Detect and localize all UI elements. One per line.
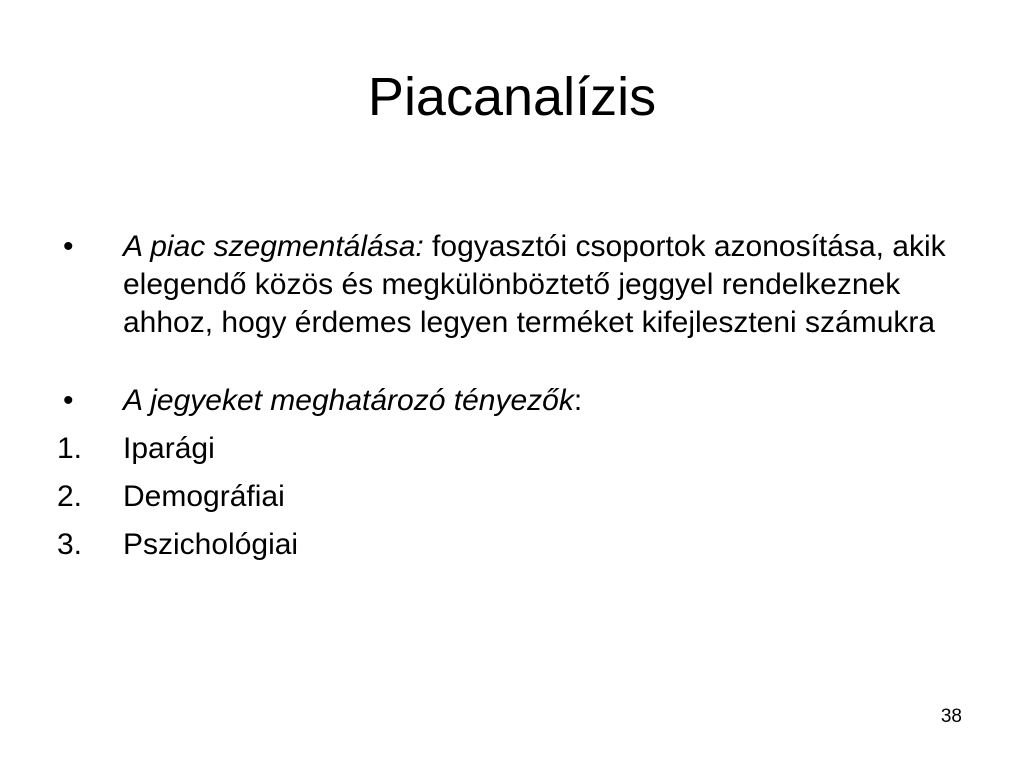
bullet-trail: : xyxy=(573,384,583,417)
numbered-text: Demográfiai xyxy=(123,480,285,513)
number-marker: 3. xyxy=(57,528,83,561)
bullet-item xyxy=(57,382,957,420)
spacer xyxy=(57,420,957,430)
numbered-item xyxy=(57,526,957,564)
bullet-item xyxy=(57,228,957,342)
page-number: 38 xyxy=(940,706,962,727)
bullet-marker: • xyxy=(63,230,74,263)
numbered-item xyxy=(57,430,957,468)
bullet-body: fogyasztói csoportok azonosítása, akik elegendő közös és megkülönböztető jeggyel rendelkeznek ahhoz, hogy érdemes legyen terméket kifejleszteni számukra xyxy=(123,230,946,339)
bullet-lead-italic: A piac szegmentálása: xyxy=(123,230,424,263)
numbered-text: Iparági xyxy=(123,432,215,465)
numbered-item xyxy=(57,478,957,516)
number-marker: 2. xyxy=(57,480,83,513)
number-marker: 1. xyxy=(57,432,83,465)
bullet-text xyxy=(123,384,582,417)
numbered-text: Pszichológiai xyxy=(123,528,299,561)
slide-title: Piacanalízis xyxy=(367,67,657,127)
bullet-lead-italic: A jegyeket meghatározó tényezők xyxy=(123,384,574,417)
spacer xyxy=(57,516,957,526)
spacer xyxy=(57,342,957,382)
bullet-text xyxy=(123,230,946,339)
spacer xyxy=(57,468,957,478)
bullet-marker: • xyxy=(63,384,74,417)
slide-body xyxy=(57,228,957,564)
